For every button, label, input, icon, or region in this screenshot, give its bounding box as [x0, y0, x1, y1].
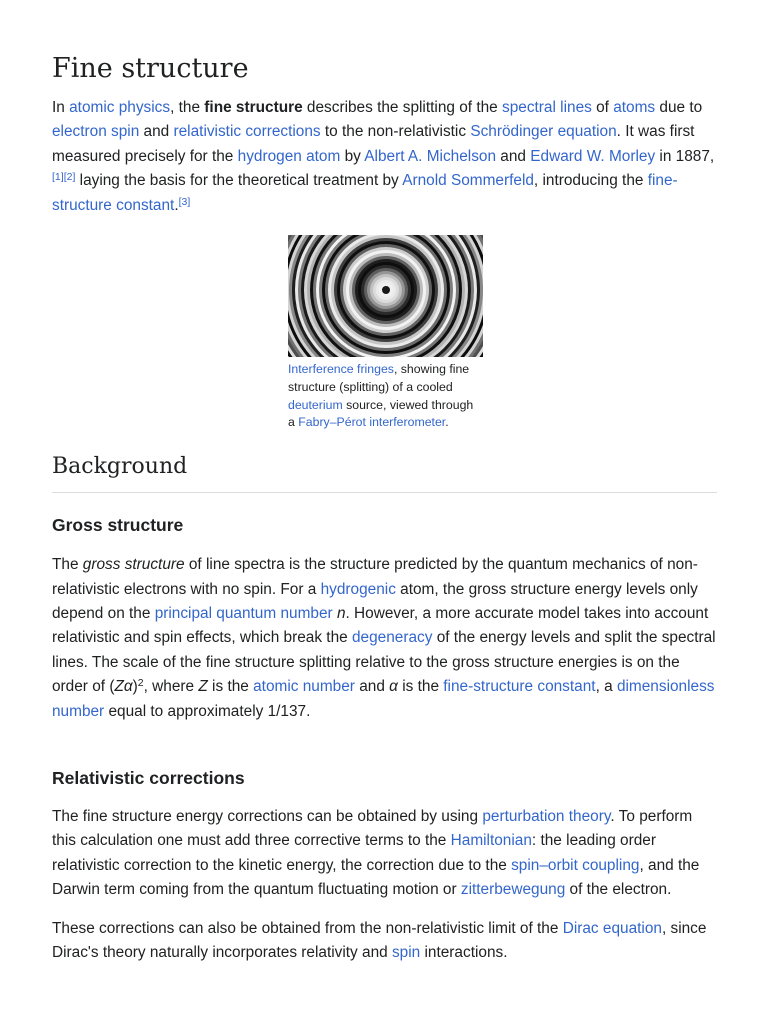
link-principal-quantum-number[interactable]: principal quantum number — [154, 605, 333, 623]
citation-link-3[interactable]: [3] — [178, 195, 191, 208]
text: of line spectra is the structure predicted by the quantum mechanics of non-relativistic electrons with no spin. For a — [52, 556, 698, 598]
section-heading-background: Background — [52, 452, 717, 493]
citation — [52, 171, 75, 183]
text: laying the basis for the theoretical treatment by — [75, 172, 403, 190]
text: , since Dirac's theory naturally incorporates relativity and — [52, 919, 707, 962]
link-interference-fringes[interactable]: Interference fringes — [288, 362, 394, 377]
link-atomic-number[interactable]: atomic number — [253, 678, 355, 696]
text: : the leading order relativistic correction to the kinetic energy, the correction due to the — [52, 832, 656, 874]
link-sommerfeld[interactable]: Arnold Sommerfeld — [402, 172, 534, 190]
text: describes the splitting of the — [302, 99, 502, 116]
citation — [179, 196, 191, 208]
link-fabry-perot-interferometer[interactable]: Fabry–Pérot interferometer — [298, 415, 446, 430]
text: . It was first measured precisely for the — [52, 123, 695, 165]
link-fine-structure-constant[interactable]: fine-structure constant — [443, 678, 596, 696]
text: , the — [170, 99, 205, 116]
link-michelson[interactable]: Albert A. Michelson — [364, 147, 497, 165]
interference-fringes-image[interactable] — [288, 235, 483, 357]
link-perturbation-theory[interactable]: perturbation theory — [482, 808, 611, 826]
text: In — [52, 99, 70, 116]
link-hydrogen-atom[interactable]: hydrogen atom — [237, 147, 341, 165]
subsection-heading-relativistic-corrections: Relativistic corrections — [52, 768, 245, 789]
link-atoms[interactable]: atoms — [613, 99, 656, 116]
text: due to — [655, 99, 703, 116]
text: of the energy levels and split the spectral lines. The scale of the fine structure splitting relative to the gross structure energies is on the order of ( — [52, 629, 716, 696]
link-morley[interactable]: Edward W. Morley — [530, 147, 656, 165]
text: of — [591, 99, 614, 116]
figure — [288, 235, 483, 432]
subsection-heading-gross-structure: Gross structure — [52, 515, 184, 536]
text: The — [52, 556, 83, 574]
link-deuterium[interactable]: deuterium — [288, 397, 343, 412]
text: , showing fine structure (splitting) of a cooled — [288, 362, 470, 394]
bold-term: fine structure — [204, 99, 303, 116]
text: source, viewed through a — [288, 397, 474, 430]
relativistic-paragraph-1 — [52, 805, 717, 903]
citation-link-1[interactable]: [1] — [52, 171, 64, 184]
link-dirac-equation[interactable]: Dirac equation — [562, 919, 662, 937]
text: in 1887, — [655, 147, 715, 165]
link-spectral-lines[interactable]: spectral lines — [502, 99, 592, 116]
text: . — [445, 415, 449, 430]
link-hamiltonian[interactable]: Hamiltonian — [450, 832, 532, 850]
superscript: 2 — [137, 677, 144, 690]
link-fine-structure-constant[interactable]: fine-structure constant — [52, 172, 678, 214]
citation-link-2[interactable]: [2] — [63, 171, 76, 184]
link-zitterbewegung[interactable]: zitterbewegung — [460, 881, 566, 899]
relativistic-paragraph-2 — [52, 917, 717, 966]
link-spin[interactable]: spin — [391, 944, 421, 962]
text: interactions. — [420, 944, 508, 962]
text: atom, the gross structure energy levels only depend on the — [52, 580, 698, 623]
link-hydrogenic[interactable]: hydrogenic — [320, 580, 396, 598]
text: These corrections can also be obtained from the non-relativistic limit of the — [52, 919, 563, 937]
italic-term: gross structure — [82, 556, 185, 574]
text: . To perform this calculation one must add three corrective terms to the — [52, 808, 693, 850]
italic-symbol: n — [336, 605, 346, 623]
figure-caption — [288, 361, 483, 432]
text: , and the Darwin term coming from the quantum fluctuating motion or — [52, 856, 700, 899]
link-degeneracy[interactable]: degeneracy — [351, 629, 433, 647]
text: by — [340, 147, 365, 165]
text: equal to approximately 1/137. — [104, 702, 311, 720]
page-title: Fine structure — [52, 53, 249, 84]
text: and — [139, 123, 174, 141]
italic-symbol: α — [389, 678, 398, 696]
text: ) — [132, 678, 138, 696]
link-atomic-physics[interactable]: atomic physics — [69, 99, 171, 116]
text: and — [354, 678, 390, 696]
text: , where — [143, 678, 199, 696]
text: is the — [207, 678, 254, 696]
text: to the non-relativistic — [320, 123, 471, 141]
text: is the — [397, 678, 444, 696]
text: The fine structure energy corrections can be obtained by using — [52, 808, 483, 826]
text: . — [174, 196, 179, 214]
italic-symbol: Zα — [114, 678, 133, 696]
intro-paragraph — [52, 96, 717, 218]
italic-symbol: Z — [198, 678, 208, 696]
link-spin-orbit-coupling[interactable]: spin–orbit coupling — [511, 856, 640, 874]
link-relativistic-corrections[interactable]: relativistic corrections — [173, 123, 321, 141]
text: of the electron. — [565, 881, 672, 899]
text: . However, a more accurate model takes into account relativistic and spin effects, which break the — [52, 605, 709, 647]
text: and — [496, 147, 531, 165]
gross-structure-paragraph — [52, 553, 717, 724]
text: , a — [595, 678, 617, 696]
text: , introducing the — [533, 172, 648, 190]
link-electron-spin[interactable]: electron spin — [52, 123, 140, 141]
link-schrodinger-equation[interactable]: Schrödinger equation — [470, 123, 617, 141]
link-dimensionless-number[interactable]: dimensionless number — [52, 678, 715, 720]
